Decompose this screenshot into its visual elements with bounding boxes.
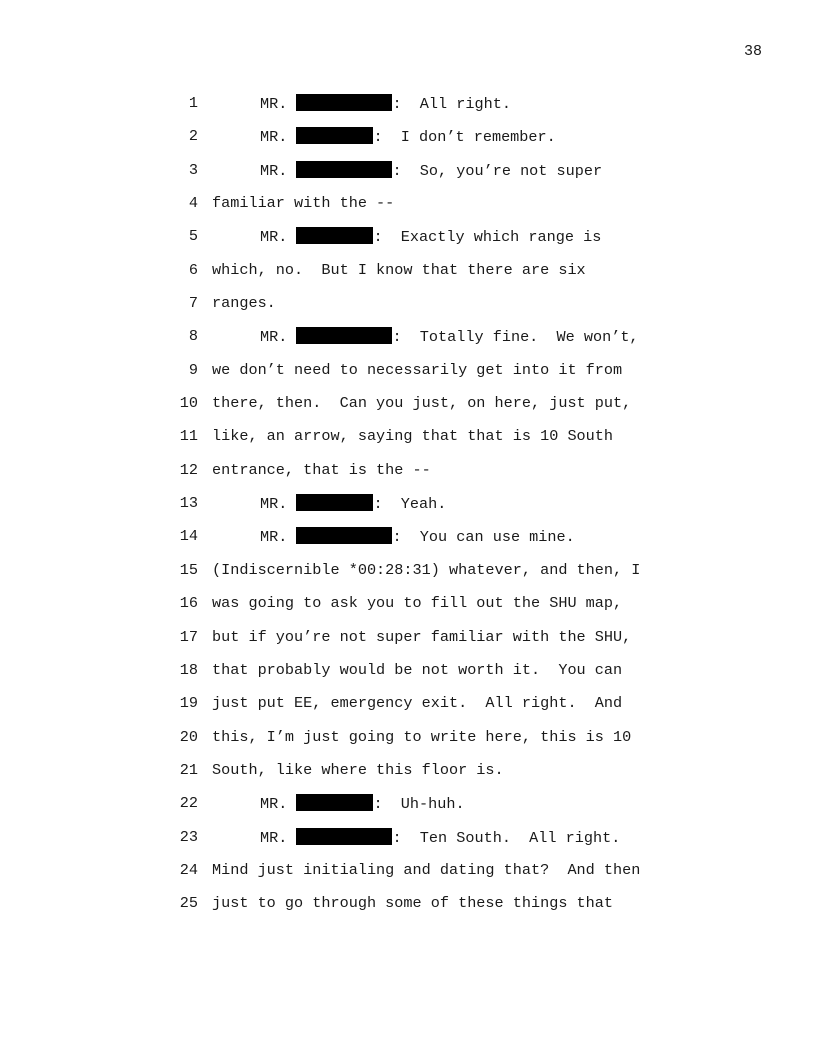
line-number: 1 bbox=[188, 94, 198, 112]
redaction-box bbox=[296, 227, 373, 244]
line-number: 6 bbox=[188, 260, 198, 279]
line-number: 19 bbox=[179, 694, 198, 713]
spoken-text: : All right. bbox=[392, 95, 511, 113]
speaker-label: MR. bbox=[260, 795, 288, 814]
line-number: 4 bbox=[188, 194, 198, 213]
line-text bbox=[212, 628, 631, 646]
speaker-line bbox=[260, 94, 511, 113]
spoken-text: like, an arrow, saying that that is 10 South bbox=[212, 427, 614, 446]
speaker-label: MR. bbox=[260, 95, 288, 113]
line-text bbox=[212, 661, 622, 679]
spoken-text: just to go through some of these things that bbox=[212, 894, 614, 913]
transcript-line bbox=[176, 828, 696, 861]
redaction-box bbox=[296, 327, 392, 344]
transcript-line bbox=[176, 361, 696, 394]
transcript-line bbox=[176, 261, 696, 294]
line-number: 14 bbox=[179, 527, 198, 546]
line-number: 21 bbox=[179, 760, 198, 779]
spoken-text: that probably would be not worth it. You can bbox=[212, 660, 623, 679]
spoken-text: this, I’m just going to write here, this is 10 bbox=[212, 727, 632, 746]
spoken-text: but if you’re not super familiar with the SHU, bbox=[212, 627, 632, 646]
line-number: 2 bbox=[188, 127, 198, 146]
line-number: 13 bbox=[179, 494, 198, 513]
speaker-line bbox=[260, 494, 446, 513]
speaker-label: MR. bbox=[260, 328, 288, 347]
line-number: 16 bbox=[179, 594, 198, 613]
line-number: 7 bbox=[188, 294, 198, 313]
line-text bbox=[212, 894, 613, 912]
transcript-line bbox=[176, 861, 696, 894]
line-number: 23 bbox=[179, 827, 198, 846]
spoken-text: was going to ask you to fill out the SHU map, bbox=[212, 594, 623, 613]
transcript-line bbox=[176, 227, 696, 260]
transcript-line bbox=[176, 694, 696, 727]
line-number: 15 bbox=[179, 560, 198, 579]
line-text bbox=[212, 561, 640, 579]
speaker-line bbox=[260, 127, 556, 146]
spoken-text: entrance, that is the -- bbox=[212, 460, 431, 479]
page-number: 38 bbox=[743, 43, 762, 60]
speaker-label: MR. bbox=[260, 228, 288, 247]
transcript-line bbox=[176, 461, 696, 494]
spoken-text: : You can use mine. bbox=[392, 528, 575, 547]
transcript-line bbox=[176, 894, 696, 927]
spoken-text: South, like where this floor is. bbox=[212, 760, 504, 779]
transcript-line bbox=[176, 394, 696, 427]
spoken-text: Mind just initialing and dating that? And then bbox=[212, 860, 641, 879]
transcript-line bbox=[176, 527, 696, 560]
speaker-line bbox=[260, 527, 575, 546]
line-number: 10 bbox=[179, 394, 198, 413]
line-number: 8 bbox=[188, 327, 198, 346]
speaker-line bbox=[260, 327, 639, 346]
line-text bbox=[212, 594, 622, 612]
line-text bbox=[212, 361, 622, 379]
line-number: 12 bbox=[179, 460, 198, 479]
transcript-line bbox=[176, 161, 696, 194]
transcript-line bbox=[176, 761, 696, 794]
redaction-box bbox=[296, 794, 373, 811]
line-number: 11 bbox=[179, 427, 198, 446]
transcript-line bbox=[176, 294, 696, 327]
spoken-text: : Totally fine. We won’t, bbox=[392, 328, 639, 347]
spoken-text: : Uh-huh. bbox=[373, 795, 465, 814]
transcript-line bbox=[176, 728, 696, 761]
spoken-text: familiar with the -- bbox=[212, 194, 395, 213]
spoken-text: : So, you’re not super bbox=[392, 161, 603, 180]
line-number: 20 bbox=[179, 727, 198, 746]
spoken-text: we don’t need to necessarily get into it from bbox=[212, 360, 623, 379]
transcript-line bbox=[176, 561, 696, 594]
line-text bbox=[212, 694, 622, 712]
speaker-line bbox=[260, 227, 601, 246]
speaker-label: MR. bbox=[260, 128, 288, 147]
transcript-line bbox=[176, 794, 696, 827]
transcript-line bbox=[176, 327, 696, 360]
line-number: 17 bbox=[179, 627, 198, 646]
speaker-line bbox=[260, 161, 602, 180]
line-text bbox=[212, 394, 631, 412]
line-text bbox=[212, 861, 640, 879]
transcript-line bbox=[176, 194, 696, 227]
line-text bbox=[212, 294, 276, 312]
line-number: 18 bbox=[179, 660, 198, 679]
transcript-line bbox=[176, 127, 696, 160]
line-text bbox=[212, 728, 631, 746]
redaction-box bbox=[296, 94, 392, 111]
redaction-box bbox=[296, 828, 392, 845]
spoken-text: : Yeah. bbox=[373, 495, 447, 514]
spoken-text: which, no. But I know that there are six bbox=[212, 260, 586, 279]
spoken-text: just put EE, emergency exit. All right. And bbox=[212, 694, 623, 713]
transcript-line bbox=[176, 661, 696, 694]
transcript-line bbox=[176, 94, 696, 127]
redaction-box bbox=[296, 494, 373, 511]
line-number: 3 bbox=[188, 160, 198, 179]
transcript-line bbox=[176, 427, 696, 460]
line-number: 25 bbox=[179, 894, 198, 913]
line-text bbox=[212, 461, 431, 479]
spoken-text: (Indiscernible *00:28:31) whatever, and then, I bbox=[212, 560, 641, 579]
speaker-label: MR. bbox=[260, 161, 288, 180]
spoken-text: ranges. bbox=[212, 294, 276, 313]
spoken-text: there, then. Can you just, on here, just put, bbox=[212, 394, 632, 413]
line-text bbox=[212, 261, 586, 279]
line-number: 5 bbox=[188, 227, 198, 246]
redaction-box bbox=[296, 527, 392, 544]
speaker-line bbox=[260, 794, 465, 813]
line-number: 24 bbox=[179, 860, 198, 879]
line-text bbox=[212, 761, 504, 779]
speaker-label: MR. bbox=[260, 495, 288, 514]
spoken-text: : I don’t remember. bbox=[373, 128, 556, 147]
redaction-box bbox=[296, 161, 392, 178]
transcript-line bbox=[176, 494, 696, 527]
transcript-body bbox=[176, 94, 696, 928]
transcript-line bbox=[176, 628, 696, 661]
speaker-label: MR. bbox=[260, 828, 288, 847]
spoken-text: : Exactly which range is bbox=[373, 228, 602, 247]
line-number: 22 bbox=[179, 794, 198, 813]
spoken-text: : Ten South. All right. bbox=[392, 828, 621, 847]
line-text bbox=[212, 427, 613, 445]
transcript-line bbox=[176, 594, 696, 627]
speaker-label: MR. bbox=[260, 528, 288, 547]
speaker-line bbox=[260, 828, 620, 847]
line-number: 9 bbox=[188, 360, 198, 379]
line-text bbox=[212, 194, 394, 212]
redaction-box bbox=[296, 127, 373, 144]
